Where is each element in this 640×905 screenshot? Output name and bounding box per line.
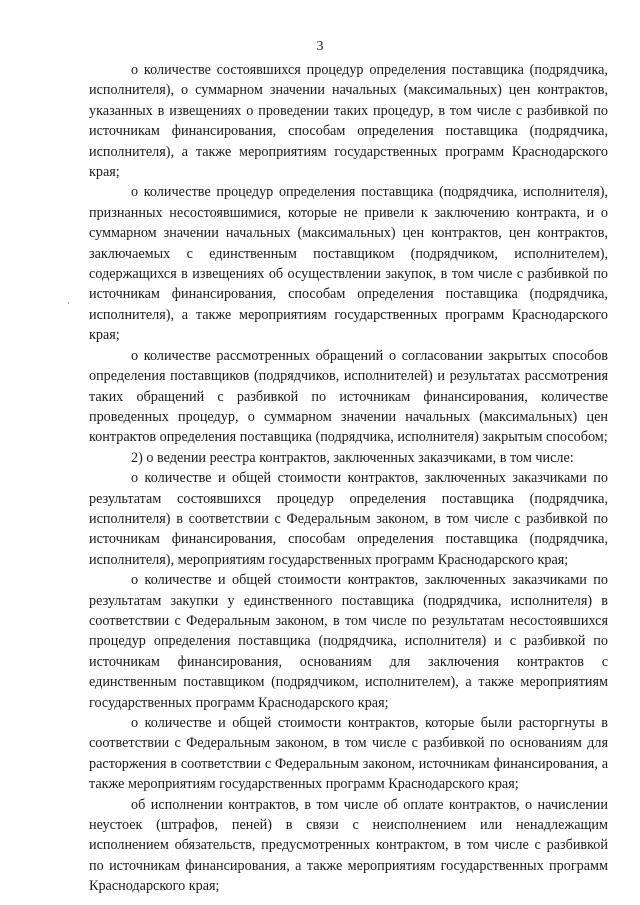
paragraph-terminated-contracts: о количестве и общей стоимости контрактов, которые были расторгнуты в соответствии с Федеральным законом, в том числе с разбивкой по основаниям для расторжения в соответствии с Федеральным законом, источникам финансирования, а также мероприятиям государственных программ Краснодарского края; bbox=[89, 715, 608, 793]
document-body bbox=[89, 60, 608, 897]
margin-mark bbox=[68, 302, 69, 304]
paragraph-contracts-single-supplier: о количестве и общей стоимости контрактов, заключенных заказчиками по результатам закупки у единственного поставщика (подрядчика, исполнителя) в соответствии с Федеральным законом, в том числе по результатам несостоявшихся процедур определения поставщика (подрядчика, исполнителя) и с разбивкой по источникам финансирования, основаниям для заключения контрактов с единственным поставщиком (подрядчиком, исполнителем), а также мероприятиям государственных программ Краснодарского края; bbox=[89, 572, 608, 711]
page-number: 3 bbox=[316, 39, 324, 54]
paragraph-completed-procedures: о количестве состоявшихся процедур определения поставщика (подрядчика, исполнителя), о суммарном значении начальных (максимальных) цен контрактов, указанных в извещениях о проведении таких процедур, в том числе с разбивкой по источникам финансирования, способам определения поставщика (подрядчика, исполнителя), а также мероприятиям государственных программ Краснодарского края; bbox=[89, 62, 608, 181]
paragraph-contract-register-heading: 2) о ведении реестра контрактов, заключенных заказчиками, в том числе: bbox=[131, 449, 574, 466]
paragraph-contracts-by-procedures: о количестве и общей стоимости контрактов, заключенных заказчиками по результатам состоявшихся процедур определения поставщика (подрядчика, исполнителя) в соответствии с Федеральным законом, в том числе с разбивкой по источникам финансирования, способам определения поставщика (подрядчика, исполнителя), мероприятиям государственных программ Краснодарского края; bbox=[89, 470, 608, 568]
paragraph-contract-execution: об исполнении контрактов, в том числе об оплате контрактов, о начислении неустоек (штрафов, пеней) в связи с неисполнением или ненадлежащим исполнением обязательств, предусмотренных контрактом, в том числе с разбивкой по источникам финансирования, а также мероприятиям государственных программ Краснодарского края; bbox=[89, 796, 608, 895]
paragraph-failed-procedures: о количестве процедур определения поставщика (подрядчика, исполнителя), признанных несостоявшимися, которые не привели к заключению контракта, и о суммарном значении начальных (максимальных) цен контрактов, цен контрактов, заключаемых с единственным поставщиком (подрядчиком, исполнителем), содержащихся в извещениях об осуществлении закупок, в том числе с разбивкой по источникам финансирования, способам определения поставщика (подрядчика, исполнителя), а также мероприятиям государственных программ Краснодарского края; bbox=[89, 184, 608, 344]
paragraph-closed-methods-requests: о количестве рассмотренных обращений о согласовании закрытых способов определения поставщиков (подрядчиков, исполнителей) и результатах рассмотрения таких обращений с разбивкой по источникам финансирования, количестве проведенных процедур, о суммарном значении начальных (максимальных) цен контрактов определения поставщика (подрядчика, исполнителя) закрытым способом; bbox=[89, 347, 608, 446]
